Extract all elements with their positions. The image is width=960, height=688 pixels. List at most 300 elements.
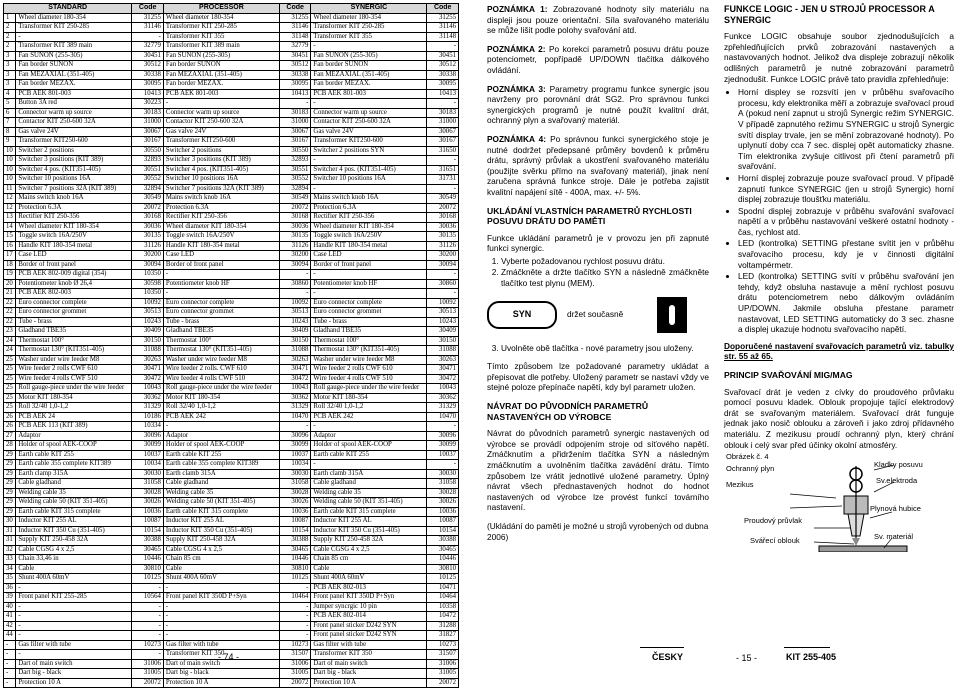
part-code: 30150: [427, 336, 459, 346]
part-name: Border of front panel: [163, 260, 279, 270]
mig-principle-figure: [724, 452, 923, 552]
part-code: 10087: [279, 517, 311, 527]
row-position: 29: [4, 479, 16, 489]
part-code: 31058: [279, 479, 311, 489]
part-name: -: [311, 184, 427, 194]
part-name: Front panel KIT 255-285: [16, 593, 132, 603]
row-position: 28: [4, 441, 16, 451]
part-name: Transformer KIT 389 main: [163, 42, 279, 52]
part-name: Protection 10 A: [16, 678, 132, 688]
part-code: 30094: [279, 260, 311, 270]
part-code: 30472: [279, 374, 311, 384]
part-name: Toggle switch 16A/250V: [16, 232, 132, 242]
row-position: 30: [4, 517, 16, 527]
part-code: 30067: [279, 127, 311, 137]
logic-bullet-1: • Horní displey se rozsvítí jen v průběhu svařovacího procesu, kdy elektronika měří a zobrazuje svařovací proud A (pokud není zapnut u strojů Synergic režim SYNERGIC. V případě zapnutého režimu SYNERGIC u strojů Synergic svítí display trvale, jen se mění zobrazované hodnoty). Po uplynutí doby cca 7 sec. displej opět automaticky zhasne. Tím elektronika zvyšuje citlivost při čtení parametrů při svařování.: [738, 87, 954, 172]
part-code: 30036: [132, 222, 164, 232]
part-name: -: [163, 270, 279, 280]
part-code: 10092: [427, 298, 459, 308]
header-processor: PROCESSOR: [163, 4, 279, 14]
part-name: Welding cable 50 (KIT 351-405): [311, 498, 427, 508]
logic-bullet-2: • Horní displej zobrazuje pouze svařovací proud. V případě zapnutí funkce SYNERGIC (jen u strojů Synergic) horní displej zobrazuje tloušťku materiálu.: [738, 173, 954, 205]
part-name: Supply KIT 250-458 32A: [311, 536, 427, 546]
row-position: 29: [4, 450, 16, 460]
part-code: -: [427, 460, 459, 470]
note-2: [487, 44, 709, 76]
logic-bullets: [724, 87, 954, 335]
table-row: [4, 42, 459, 52]
part-code: 30338: [427, 70, 459, 80]
part-code: 30036: [279, 222, 311, 232]
table-row: [4, 678, 459, 688]
part-name: Switcher 4 pos. (KIT351-405): [311, 165, 427, 175]
part-name: Thermostat 130° (KIT351-405): [16, 346, 132, 356]
part-name: PCB AEK 113 (KIT 389): [16, 422, 132, 432]
table-row: [4, 450, 459, 460]
part-name: Welding cable 50 (KIT 351-405): [163, 498, 279, 508]
part-code: 32779: [279, 42, 311, 52]
part-name: Roll 32/40 1,0-1,2: [311, 403, 427, 413]
part-name: Wheel diameter KIT 180-354: [311, 222, 427, 232]
table-row: [4, 127, 459, 137]
part-code: 10470: [279, 412, 311, 422]
part-name: Wheel diameter 180-354: [16, 13, 132, 23]
part-code: 10087: [427, 517, 459, 527]
part-code: 10350: [132, 289, 164, 299]
table-row: [4, 602, 459, 612]
part-code: 31329: [427, 403, 459, 413]
part-code: -: [279, 583, 311, 593]
part-code: 30512: [427, 61, 459, 71]
table-row: [4, 146, 459, 156]
part-code: 10125: [279, 574, 311, 584]
part-code: 31255: [279, 13, 311, 23]
part-code: 30465: [132, 545, 164, 555]
row-position: 42: [4, 621, 16, 631]
table-row: [4, 564, 459, 574]
part-name: Cable: [16, 564, 132, 574]
part-name: -: [163, 621, 279, 631]
table-row: [4, 99, 459, 109]
part-code: 31126: [132, 241, 164, 251]
table-row: [4, 365, 459, 375]
row-position: -: [4, 650, 16, 660]
part-name: Supply KIT 250-458 32A: [163, 536, 279, 546]
part-code: 30096: [279, 431, 311, 441]
part-name: Wheel diameter 180-354: [163, 13, 279, 23]
part-code: 30150: [279, 336, 311, 346]
row-position: 25: [4, 374, 16, 384]
row-position: 29: [4, 488, 16, 498]
table-row: [4, 403, 459, 413]
figure-caption: Obrázek č. 4: [726, 452, 769, 462]
part-name: Case LED: [311, 251, 427, 261]
part-code: 30388: [132, 536, 164, 546]
part-name: Border of front panel: [311, 260, 427, 270]
part-name: -: [16, 650, 132, 660]
row-position: -: [4, 669, 16, 679]
part-name: Transformer KIT 250-285: [163, 23, 279, 33]
part-name: Transformer KIT 350: [311, 650, 427, 660]
part-name: Tube - brass: [16, 317, 132, 327]
part-code: 30028: [279, 488, 311, 498]
part-name: Welding cable 35: [16, 488, 132, 498]
part-name: Transformer KIT250-600: [16, 137, 132, 147]
part-name: Cable CGSG 4 x 2,5: [163, 545, 279, 555]
part-name: Switcher 3 positions (KIT 389): [16, 156, 132, 166]
part-name: Mains switch knob 16A: [311, 194, 427, 204]
row-position: 2: [4, 32, 16, 42]
part-code: 31126: [427, 241, 459, 251]
part-name: Cable gladhand: [311, 479, 427, 489]
table-row: [4, 355, 459, 365]
part-name: -: [163, 583, 279, 593]
part-code: 10034: [279, 460, 311, 470]
part-name: Transformer KIT 355: [163, 32, 279, 42]
table-row: [4, 260, 459, 270]
part-name: Mains switch knob 16A: [16, 194, 132, 204]
label-arc: Svářecí oblouk: [750, 536, 800, 546]
table-row: [4, 469, 459, 479]
part-name: Dart of main switch: [311, 659, 427, 669]
part-code: 30465: [427, 545, 459, 555]
part-code: 31058: [132, 479, 164, 489]
row-position: 12: [4, 203, 16, 213]
part-name: PCB AEK 801-003: [163, 89, 279, 99]
header-code: Code: [427, 4, 459, 14]
reset-section-title: NÁVRAT DO PŮVODNÍCH PARAMETRŮ NASTAVENÝCH OD VÝROBCE: [487, 401, 649, 422]
part-name: Euro connector complete: [16, 298, 132, 308]
part-name: Welding cable 35: [311, 488, 427, 498]
part-name: Switcher 10 positions 16A: [16, 175, 132, 185]
row-position: 10: [4, 146, 16, 156]
part-name: Earth clamb 315A: [311, 469, 427, 479]
reset-text: Návrat do původních parametrů synergic nastavených od výrobce se provádí odpojením stroje od síťového napětí. Zmáčknutím a přidržením tlačítka SYN a následným zmáčknutím a uvolněním tlačítka zavádění drátu. Tímto způsobem lze vrátit jednotlivé uložené parametry. Úplný návrat všech přednastavených hodnot do hodnot nastavených od výrobce lze provést funkcí továrního nastavení.: [487, 428, 709, 513]
part-code: 31126: [279, 241, 311, 251]
part-code: 31255: [427, 13, 459, 23]
table-row: [4, 194, 459, 204]
part-name: Fan SUNON (255-305): [16, 51, 132, 61]
table-row: [4, 393, 459, 403]
row-position: 22: [4, 298, 16, 308]
row-position: 31: [4, 526, 16, 536]
part-code: 31507: [427, 650, 459, 660]
part-name: PCB AEK 802-013: [311, 583, 427, 593]
part-code: 30223: [132, 99, 164, 109]
part-code: -: [132, 650, 164, 660]
part-code: -: [427, 270, 459, 280]
part-code: 10564: [132, 593, 164, 603]
save-steps-cont: [487, 343, 709, 354]
part-code: 10036: [279, 507, 311, 517]
part-name: -: [163, 422, 279, 432]
part-name: Handle KIT 180-354 metal: [16, 241, 132, 251]
part-code: 30200: [279, 251, 311, 261]
part-code: 10358: [427, 602, 459, 612]
part-name: Switcher 10 positions 16A: [163, 175, 279, 185]
row-position: 21: [4, 289, 16, 299]
part-name: Thermostat 100°: [163, 336, 279, 346]
part-name: -: [311, 460, 427, 470]
part-code: 30810: [427, 564, 459, 574]
row-position: 27: [4, 431, 16, 441]
row-position: 25: [4, 365, 16, 375]
part-code: 30200: [132, 251, 164, 261]
label-contact-tip: Proudový průvlak: [744, 516, 802, 526]
part-code: 10154: [132, 526, 164, 536]
part-name: Fan MEZAXIAL (351-405): [163, 70, 279, 80]
part-code: 31006: [427, 659, 459, 669]
part-code: 30471: [279, 365, 311, 375]
part-name: Toggle switch 16A/250V: [163, 232, 279, 242]
part-code: 30513: [132, 308, 164, 318]
row-position: 10: [4, 156, 16, 166]
part-code: 32894: [132, 184, 164, 194]
part-code: 31058: [427, 479, 459, 489]
part-name: Wheel diameter 180-354: [311, 13, 427, 23]
part-name: -: [16, 612, 132, 622]
row-position: 29: [4, 498, 16, 508]
part-name: Wire feeder 4 rolls CWF 510: [163, 374, 279, 384]
part-name: Supply KIT 250-458 32A: [16, 536, 132, 546]
part-code: 10186: [132, 412, 164, 422]
logic-bullet-3: • Spodní displej zobrazuje v průběhu svařování svařovací napětí a v průběhu nastavování veškeré ostatní hodnoty - čas, rychlost atd.: [738, 206, 954, 238]
part-code: 30200: [427, 251, 459, 261]
part-code: 30860: [279, 279, 311, 289]
part-name: -: [163, 99, 279, 109]
part-code: 30513: [427, 308, 459, 318]
part-code: 30465: [279, 545, 311, 555]
part-name: Thermostat 100°: [311, 336, 427, 346]
table-row: [4, 441, 459, 451]
part-code: 30551: [132, 165, 164, 175]
part-code: 30167: [132, 137, 164, 147]
part-name: Contactor KIT 250-600 32A: [16, 118, 132, 128]
part-code: 30471: [132, 365, 164, 375]
part-code: 10037: [132, 450, 164, 460]
row-position: 41: [4, 612, 16, 622]
part-code: -: [279, 99, 311, 109]
part-name: Gas valve 24V: [16, 127, 132, 137]
row-position: 33: [4, 555, 16, 565]
part-code: 10470: [427, 412, 459, 422]
footer-rule-right: [784, 647, 830, 648]
table-row: [4, 317, 459, 327]
row-position: -: [4, 659, 16, 669]
row-position: -: [4, 678, 16, 688]
part-name: Motor KIT 180-354: [311, 393, 427, 403]
part-code: 30860: [427, 279, 459, 289]
part-code: 30167: [279, 137, 311, 147]
part-name: -: [163, 631, 279, 641]
header-code: Code: [279, 4, 311, 14]
part-code: 20072: [279, 203, 311, 213]
table-row: [4, 51, 459, 61]
part-code: 10413: [132, 89, 164, 99]
part-code: 31146: [132, 23, 164, 33]
page-number-left: - 74 -: [218, 652, 240, 662]
part-name: Adaptor: [311, 431, 427, 441]
part-code: 10087: [132, 517, 164, 527]
part-name: Earth cable 355 complete KIT389: [16, 460, 132, 470]
table-row: [4, 23, 459, 33]
part-code: 10037: [427, 450, 459, 460]
save-step-1: 1. Vyberte požadovanou rychlost posuvu drátu.: [501, 256, 709, 267]
part-name: -: [16, 602, 132, 612]
table-row: [4, 593, 459, 603]
table-row: [4, 545, 459, 555]
part-code: 30026: [132, 498, 164, 508]
part-code: 10043: [427, 384, 459, 394]
part-code: -: [427, 42, 459, 52]
part-name: Roll gauge-piece under the wire feeder: [16, 384, 132, 394]
table-row: [4, 184, 459, 194]
part-code: 10472: [427, 612, 459, 622]
part-code: 32893: [279, 156, 311, 166]
table-row: [4, 203, 459, 213]
part-code: 30513: [279, 308, 311, 318]
part-name: Inductor KIT 350 Cu (351-405): [16, 526, 132, 536]
part-code: 30362: [132, 393, 164, 403]
part-name: Transformer KIT250-600: [163, 137, 279, 147]
part-code: 30552: [132, 175, 164, 185]
part-name: Transformer KIT250-600: [311, 137, 427, 147]
part-name: Welding cable 50 (KIT 351-405): [16, 498, 132, 508]
gas-test-button-icon: [657, 297, 687, 333]
part-name: Fan border MEZAX.: [311, 80, 427, 90]
part-name: Washer under wire feeder M8: [16, 355, 132, 365]
part-code: 30183: [427, 108, 459, 118]
part-name: Inductor KIT 350 Cu (351-405): [311, 526, 427, 536]
part-name: -: [311, 289, 427, 299]
part-code: 31000: [132, 118, 164, 128]
row-position: 3: [4, 61, 16, 71]
row-position: 11: [4, 184, 16, 194]
part-name: Transformer KIT 389 main: [16, 42, 132, 52]
part-name: Gladhand TBE35: [311, 327, 427, 337]
part-code: 30409: [427, 327, 459, 337]
part-name: Connector warm up source: [163, 108, 279, 118]
part-code: 30135: [279, 232, 311, 242]
part-name: Switcher 7 positions 32A (KIT 389): [163, 184, 279, 194]
part-name: Protection 6.3A: [311, 203, 427, 213]
part-name: -: [311, 156, 427, 166]
part-name: Fan border SUNON: [163, 61, 279, 71]
parts-table: [3, 3, 459, 688]
part-name: Euro connector grommet: [163, 308, 279, 318]
header-synergic: SYNERGIC: [311, 4, 427, 14]
part-code: 10273: [279, 640, 311, 650]
logic-intro: Funkce LOGIC obsahuje soubor zjednodušujících a zpřehledňujících prvků zobrazování nastavených a nastavovaných hodnot. Jelikož dva displeje zobrazují několik odlišných parametrů je nutné zobrazování parametrů zjednodušit. Funkce LOGIC právě tato pravidla zpřehledňuje:: [724, 31, 954, 84]
part-code: 30549: [427, 194, 459, 204]
part-name: -: [311, 42, 427, 52]
part-code: -: [427, 184, 459, 194]
table-row: [4, 165, 459, 175]
part-name: Earth clamb 315A: [163, 469, 279, 479]
part-name: Washer under wire feeder M8: [311, 355, 427, 365]
part-name: Switcher 4 pos. (KIT351-405): [16, 165, 132, 175]
part-name: Rectifier KIT 250-356: [16, 213, 132, 223]
note-4-head: POZNÁMKA 4:: [487, 133, 547, 144]
logic-bullet-5: • LED (kontrolka) SETTING svítí v průběhu svařování jen tehdy, když obsluha nastavuje a mění rychlost posuvu drátu potenciometrem nebo dálkovým ovládáním UP/DOWN. Jakmile obsluha přestane parametr nastavovat, LED SETTING automaticky do 3 sec. zhasne a displej ukazuje hodnotu svařovacího napětí.: [738, 271, 954, 335]
table-row: [4, 279, 459, 289]
table-row: [4, 640, 459, 650]
table-row: [4, 517, 459, 527]
part-code: 30168: [279, 213, 311, 223]
label-shielding-gas: Ochranný plyn: [726, 464, 775, 474]
part-name: Fan MEZAXIAL (351-405): [311, 70, 427, 80]
save-section-title: UKLÁDÁNÍ VLASTNÍCH PARAMETRŮ RYCHLOSTI POSUVU DRÁTU DO PAMĚTI: [487, 205, 692, 227]
part-name: Dart big - black: [163, 669, 279, 679]
part-name: Handle KIT 180-354 metal: [163, 241, 279, 251]
part-code: -: [427, 156, 459, 166]
part-name: Tube - brass: [311, 317, 427, 327]
part-code: 20072: [279, 678, 311, 688]
row-position: 23: [4, 327, 16, 337]
part-code: -: [132, 612, 164, 622]
table-row: [4, 156, 459, 166]
part-code: 31005: [279, 669, 311, 679]
part-name: Fan border MEZAX.: [163, 80, 279, 90]
part-code: 30150: [132, 336, 164, 346]
row-position: 7: [4, 118, 16, 128]
label-gas-nozzle: Plynová hubice: [870, 504, 921, 514]
row-position: 19: [4, 270, 16, 280]
part-name: Mains switch knob 16A: [163, 194, 279, 204]
part-code: 10413: [279, 89, 311, 99]
part-code: -: [279, 631, 311, 641]
row-position: 14: [4, 222, 16, 232]
part-name: Gas valve 24V: [311, 127, 427, 137]
part-code: -: [279, 422, 311, 432]
footer-rule-left: [640, 647, 684, 648]
row-position: 32: [4, 545, 16, 555]
note-2-head: POZNÁMKA 2:: [487, 43, 546, 54]
part-code: 30472: [132, 374, 164, 384]
part-name: Fan border SUNON: [311, 61, 427, 71]
part-code: 10125: [132, 574, 164, 584]
part-name: Euro connector complete: [163, 298, 279, 308]
part-code: 31006: [132, 659, 164, 669]
part-code: 10243: [132, 317, 164, 327]
part-name: Holder of spool AEK-COOP: [163, 441, 279, 451]
table-row: [4, 336, 459, 346]
part-code: 30095: [279, 80, 311, 90]
part-name: Handle KIT 180-354 metal: [311, 241, 427, 251]
note-3-head: POZNÁMKA 3:: [487, 83, 546, 94]
part-code: 30810: [279, 564, 311, 574]
part-code: 30388: [427, 536, 459, 546]
part-name: Fan border MEZAX.: [16, 80, 132, 90]
part-code: 30549: [279, 194, 311, 204]
row-position: 18: [4, 260, 16, 270]
part-code: 10464: [427, 593, 459, 603]
part-code: 31148: [279, 32, 311, 42]
part-code: -: [132, 602, 164, 612]
row-position: 36: [4, 583, 16, 593]
parts-table-header: [4, 4, 459, 14]
table-row: [4, 32, 459, 42]
row-position: 29: [4, 460, 16, 470]
part-name: PCB AEK 802-009 digital (354): [16, 270, 132, 280]
part-name: Gladhand TBE35: [163, 327, 279, 337]
part-code: 31088: [279, 346, 311, 356]
header-code: Code: [132, 4, 164, 14]
row-position: 39: [4, 593, 16, 603]
part-code: 31005: [427, 669, 459, 679]
footer-language: ČESKY: [652, 652, 684, 662]
part-name: -: [311, 99, 427, 109]
